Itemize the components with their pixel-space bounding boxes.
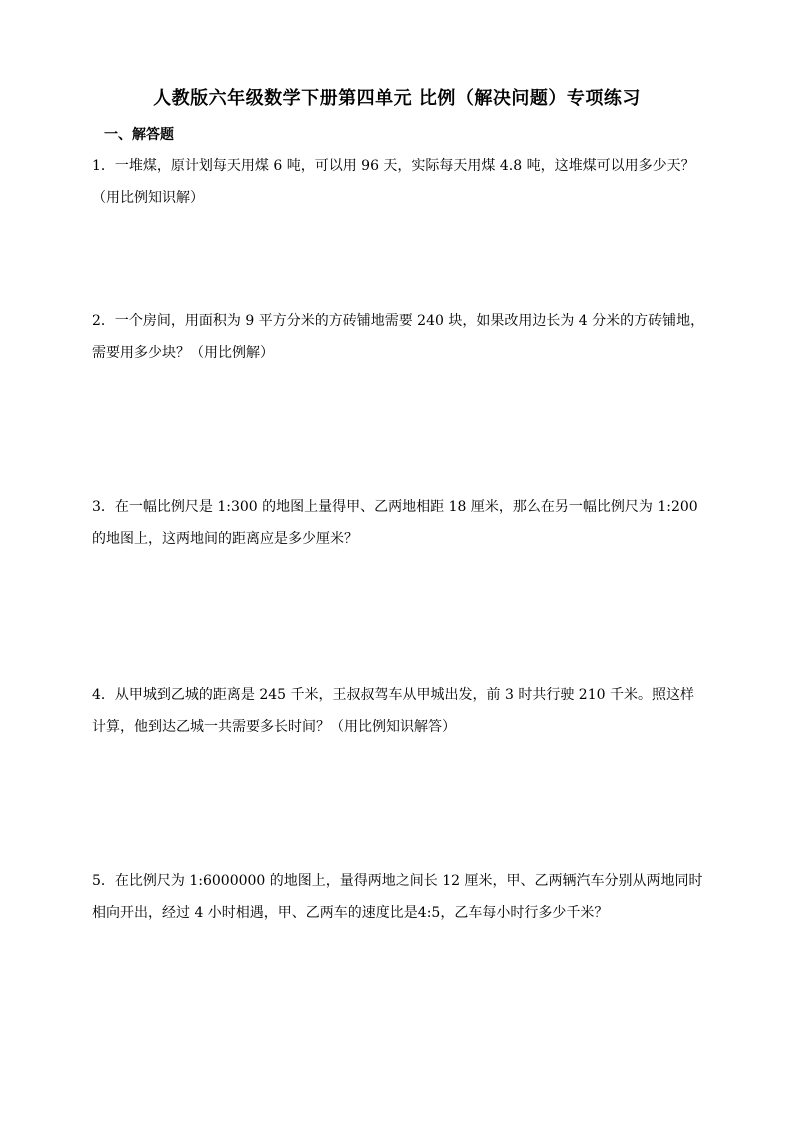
- question-5-line-1: 5．在比例尺为 1:6000000 的地图上，量得两地之间长 12 厘米，甲、乙两辆汽车分别从两地同时: [92, 873, 703, 889]
- section-heading: 一、解答题: [104, 127, 174, 143]
- question-1-line-1: 1．一堆煤，原计划每天用煤 6 吨，可以用 96 天，实际每天用煤 4.8 吨，这堆煤可以用多少天？: [92, 158, 695, 174]
- question-1-line-2: （用比例知识解）: [92, 190, 204, 206]
- question-1: [92, 150, 732, 214]
- question-3-line-1: 3．在一幅比例尺是 1:300 的地图上量得甲、乙两地相距 18 厘米，那么在另一幅比例尺为 1:200: [92, 499, 698, 515]
- question-3: [92, 491, 732, 555]
- question-2-line-2: 需要用多少块？（用比例解）: [92, 345, 274, 361]
- question-5-line-2: 相向开出，经过 4 小时相遇，甲、乙两车的速度比是4:5，乙车每小时行多少千米？: [92, 905, 609, 921]
- question-2-line-1: 2．一个房间，用面积为 9 平方分米的方砖铺地需要 240 块，如果改用边长为 4 分米的方砖铺地，: [92, 313, 705, 329]
- question-4-line-1: 4．从甲城到乙城的距离是 245 千米，王叔叔驾车从甲城出发，前 3 时共行驶 210 千米。照这样: [92, 687, 694, 703]
- question-4-line-2: 计算，他到达乙城一共需要多长时间？（用比例知识解答）: [92, 719, 456, 735]
- question-5: [92, 865, 732, 929]
- page-title: 人教版六年级数学下册第四单元 比例（解决问题）专项练习: [153, 88, 641, 109]
- question-2: [92, 305, 732, 369]
- question-3-line-2: 的地图上，这两地间的距离应是多少厘米？: [92, 531, 358, 547]
- question-4: [92, 679, 732, 743]
